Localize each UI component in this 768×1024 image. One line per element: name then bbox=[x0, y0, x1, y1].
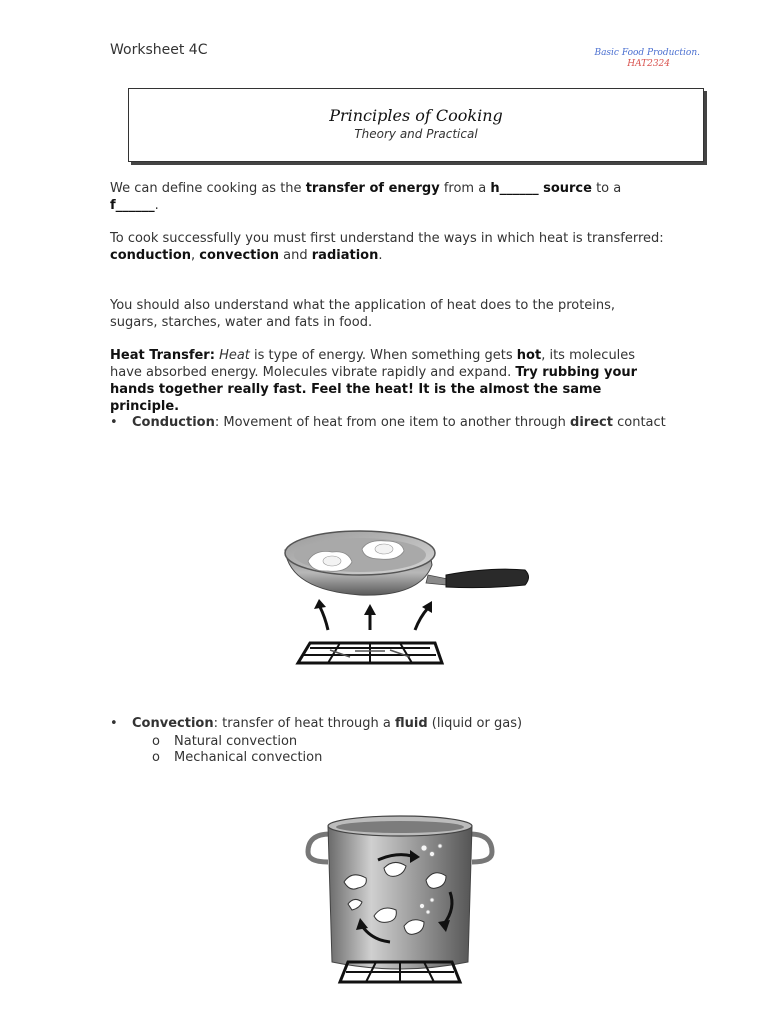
text: (liquid or gas) bbox=[427, 716, 523, 731]
text: : transfer of heat through a bbox=[213, 716, 395, 731]
bold-term: h______ source bbox=[490, 181, 592, 196]
italic-term: Heat bbox=[219, 348, 250, 363]
text: . bbox=[154, 198, 159, 213]
sub-marker: o bbox=[152, 734, 160, 749]
sub-marker: o bbox=[152, 750, 160, 765]
text: : Movement of heat from one item to another through bbox=[214, 415, 571, 430]
egg-yolk bbox=[323, 556, 341, 566]
text: to a bbox=[591, 181, 622, 196]
handwritten-note bbox=[560, 48, 700, 70]
bullet-marker: • bbox=[110, 415, 118, 430]
food-components-paragraph: You should also understand what the application of heat does to the proteins, sugars, starches, water and fats in food. bbox=[110, 298, 616, 330]
heat-transfer-intro bbox=[110, 230, 690, 264]
handwritten-code: HAT2324 bbox=[627, 59, 670, 69]
bullet-marker: • bbox=[110, 716, 118, 731]
title-box bbox=[128, 88, 704, 162]
convection-subitem bbox=[152, 750, 322, 766]
text: We can define cooking as the bbox=[110, 181, 306, 196]
stock-pot-illustration bbox=[300, 812, 500, 988]
bold-term: convection bbox=[199, 248, 280, 263]
text: contact bbox=[612, 415, 666, 430]
bold-term: Heat Transfer: bbox=[110, 348, 215, 363]
pot-handle-left bbox=[308, 834, 330, 862]
burner-grate bbox=[298, 643, 442, 663]
definition-paragraph bbox=[110, 180, 670, 214]
egg-yolk bbox=[375, 544, 393, 554]
conduction-bullet bbox=[110, 415, 666, 430]
heat-transfer-paragraph bbox=[110, 347, 666, 415]
bold-term: conduction bbox=[110, 248, 192, 263]
bold-term: transfer of energy bbox=[305, 181, 440, 196]
text: , bbox=[191, 248, 200, 263]
page-title: Principles of Cooking bbox=[329, 106, 503, 125]
bold-term: Convection bbox=[132, 716, 214, 731]
text: is type of energy. When something gets bbox=[249, 348, 517, 363]
bold-term: hot bbox=[516, 348, 542, 363]
bold-term: Try rubbing your hands together really fast. Feel the heat! It is the almost the same principle. bbox=[110, 365, 638, 414]
bold-term: fluid bbox=[394, 716, 428, 731]
text: and bbox=[279, 248, 312, 263]
bold-term: direct bbox=[570, 415, 613, 430]
pot-handle-right bbox=[470, 834, 492, 862]
handwritten-course: Basic Food Production. bbox=[594, 48, 700, 58]
heat-arrows bbox=[314, 599, 432, 630]
pan-handle bbox=[446, 569, 529, 587]
text: . bbox=[378, 248, 383, 263]
bold-term: radiation bbox=[311, 248, 379, 263]
subitem-text: Natural convection bbox=[174, 734, 298, 749]
worksheet-label: Worksheet 4C bbox=[110, 42, 208, 58]
text: from a bbox=[439, 181, 491, 196]
convection-subitem bbox=[152, 734, 297, 750]
frying-pan-illustration bbox=[270, 505, 540, 675]
page-subtitle: Theory and Practical bbox=[354, 127, 478, 141]
subitem-text: Mechanical convection bbox=[174, 750, 323, 765]
text: , its molecules have absorbed energy. Molecules vibrate rapidly and expand. bbox=[110, 348, 636, 380]
bold-term: Conduction bbox=[132, 415, 215, 430]
bold-term: f______ bbox=[110, 198, 155, 213]
text: To cook successfully you must first understand the ways in which heat is transferred: bbox=[110, 231, 664, 246]
convection-bullet bbox=[110, 716, 522, 731]
